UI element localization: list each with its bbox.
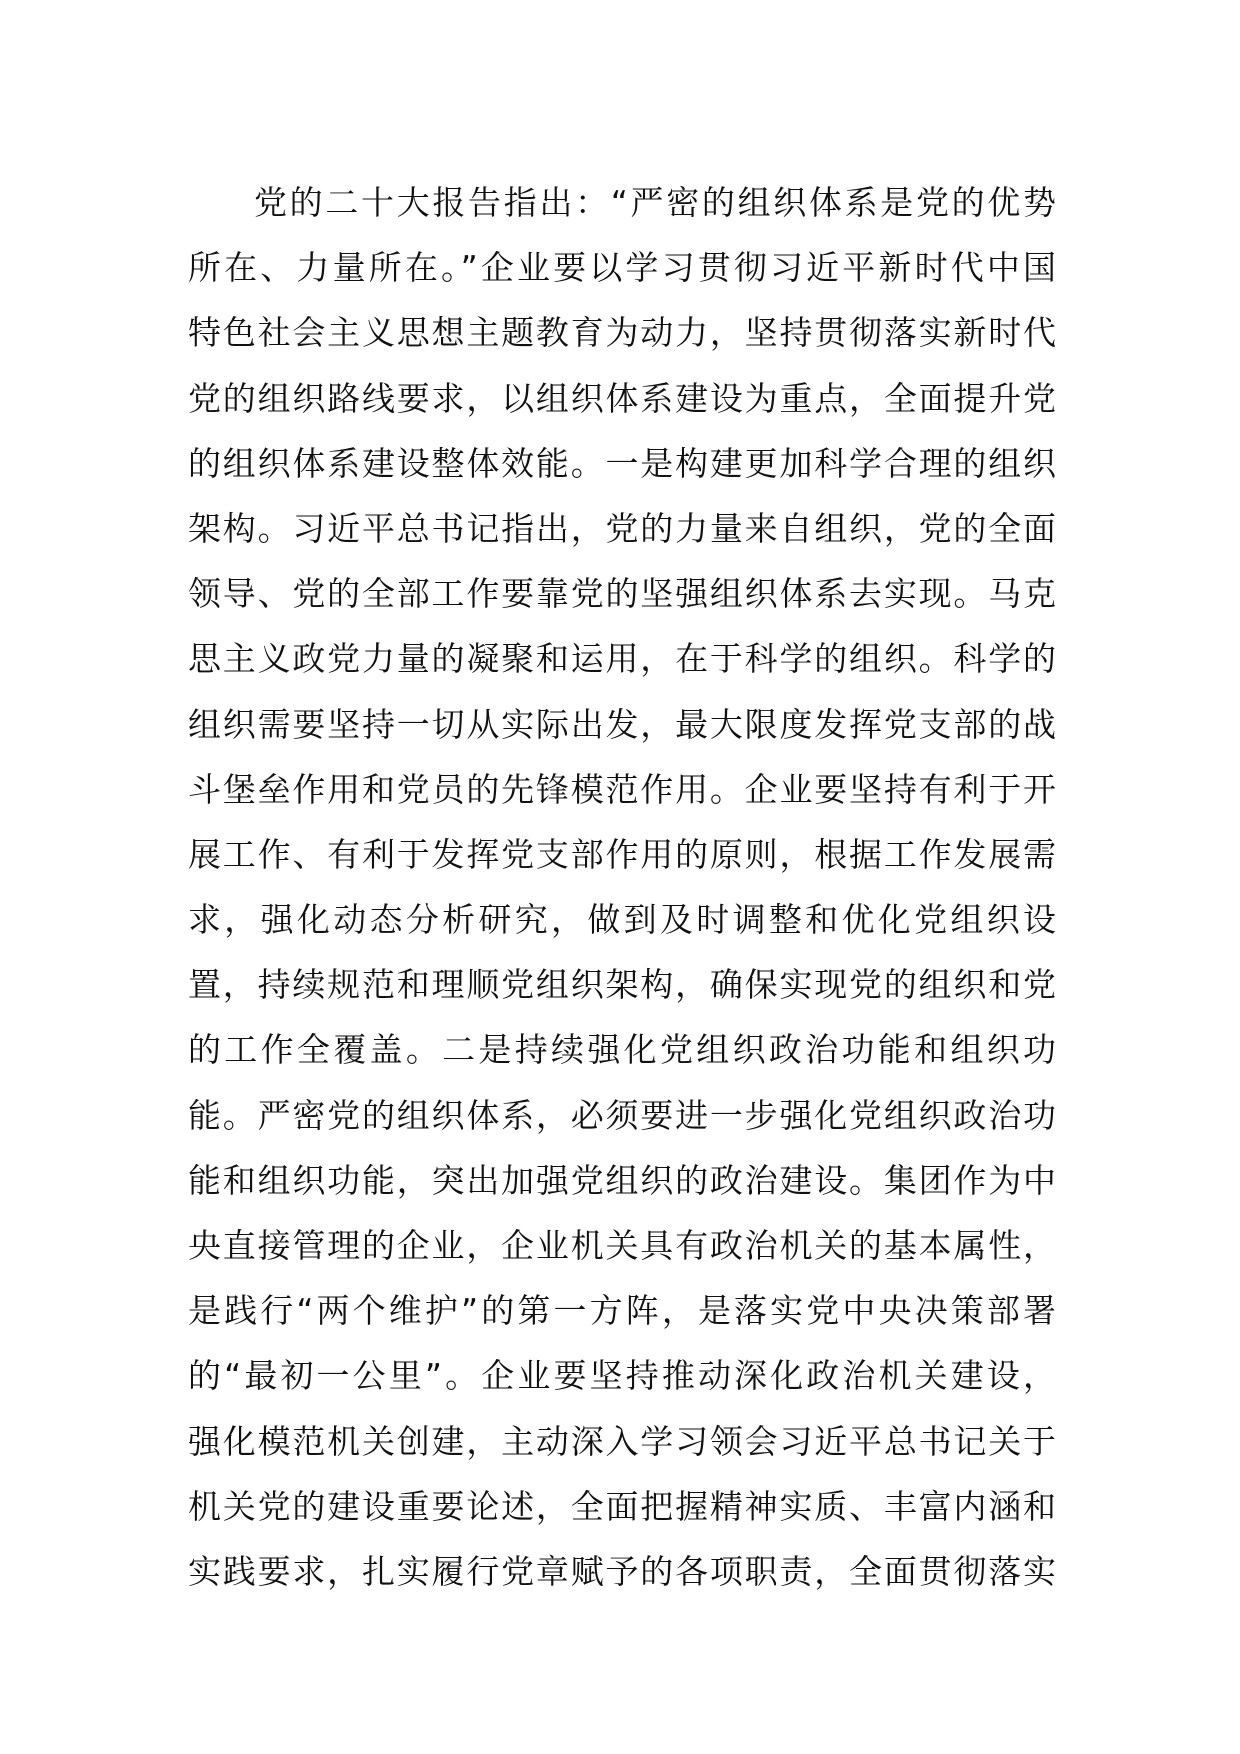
text-line: 所在、力量所在。”企业要以学习贯彻习近平新时代中国 (188, 248, 1056, 288)
text-line: 组织需要坚持一切从实际出发，最大限度发挥党支部的战 (188, 704, 1056, 744)
text-line: 展工作、有利于发挥党支部作用的原则，根据工作发展需 (188, 834, 1056, 874)
text-line: 斗堡垒作用和党员的先锋模范作用。企业要坚持有利于开 (188, 769, 1056, 809)
text-line: 领导、党的全部工作要靠党的坚强组织体系去实现。马克 (188, 574, 1056, 614)
text-line: 的组织体系建设整体效能。一是构建更加科学合理的组织 (188, 443, 1056, 483)
text-line: 实践要求，扎实履行党章赋予的各项职责，全面贯彻落实 (188, 1551, 1056, 1591)
body-text (188, 170, 1056, 1604)
text-line: 能。严密党的组织体系，必须要进一步强化党组织政治功 (188, 1095, 1056, 1135)
text-line: 强化模范机关创建，主动深入学习领会习近平总书记关于 (188, 1421, 1056, 1461)
text-line: 是践行“两个维护”的第一方阵，是落实党中央决策部署 (188, 1291, 1056, 1331)
text-line: 的工作全覆盖。二是持续强化党组织政治功能和组织功 (188, 1030, 1056, 1070)
text-line: 央直接管理的企业，企业机关具有政治机关的基本属性， (188, 1226, 1056, 1265)
text-line: 思主义政党力量的凝聚和运用，在于科学的组织。科学的 (188, 639, 1056, 679)
text-line: 架构。习近平总书记指出，党的力量来自组织，党的全面 (188, 508, 1056, 548)
text-line: 党的组织路线要求，以组织体系建设为重点，全面提升党 (188, 378, 1056, 418)
text-line: 置，持续规范和理顺党组织架构，确保实现党的组织和党 (188, 965, 1056, 1005)
text-line: 的“最初一公里”。企业要坚持推动深化政治机关建设， (188, 1356, 1056, 1396)
text-line: 求，强化动态分析研究，做到及时调整和优化党组织设 (188, 900, 1056, 940)
text-line: 党的二十大报告指出：“严密的组织体系是党的优势 (254, 183, 1056, 222)
text-line: 能和组织功能，突出加强党组织的政治建设。集团作为中 (188, 1160, 1056, 1200)
text-line: 特色社会主义思想主题教育为动力，坚持贯彻落实新时代 (188, 313, 1056, 353)
text-line: 机关党的建设重要论述，全面把握精神实质、丰富内涵和 (188, 1486, 1056, 1526)
